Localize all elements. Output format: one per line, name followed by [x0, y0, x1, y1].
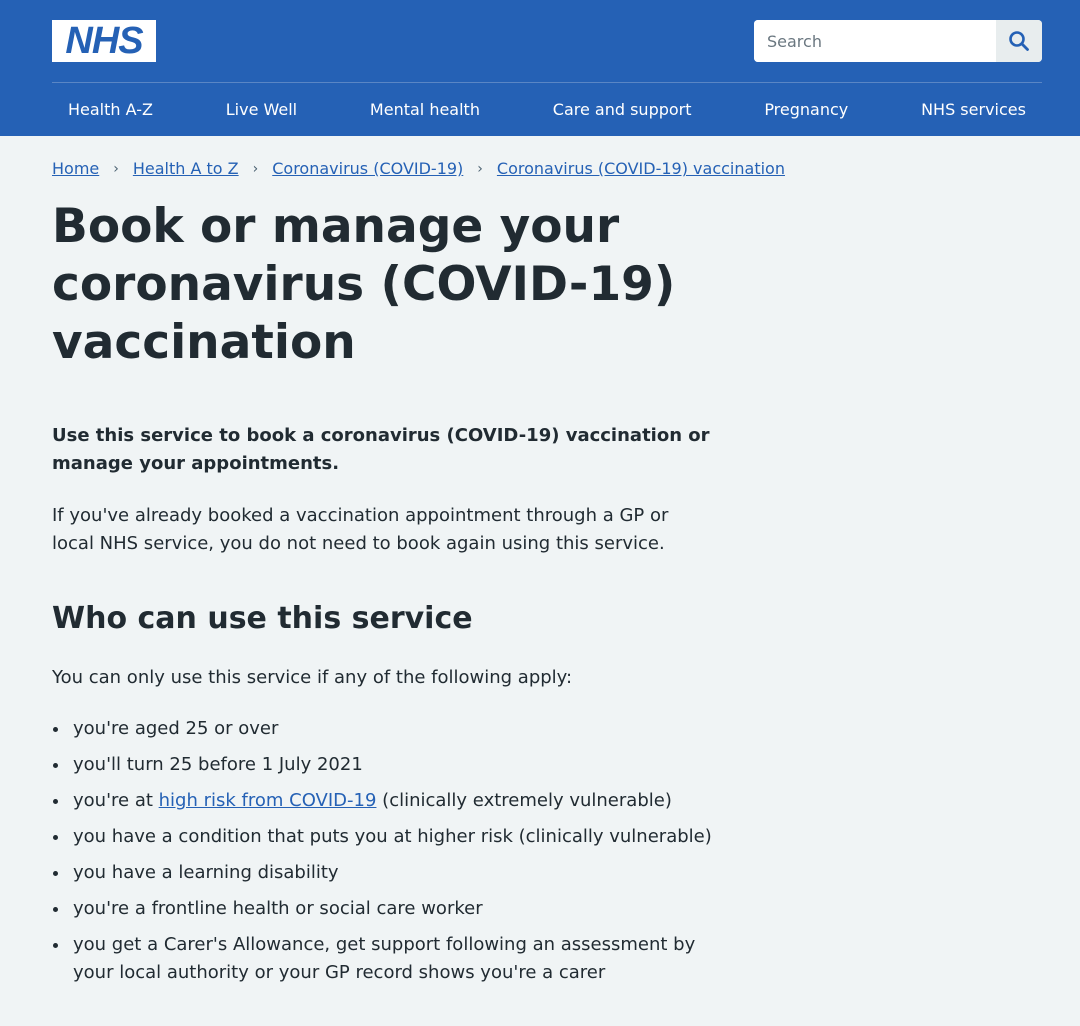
- list-item: you'll turn 25 before 1 July 2021: [52, 751, 712, 779]
- list-item: you have a learning disability: [52, 859, 712, 887]
- breadcrumb-coronavirus[interactable]: Coronavirus (COVID-19): [272, 159, 464, 178]
- breadcrumb-coronavirus-vaccination[interactable]: Coronavirus (COVID-19) vaccination: [496, 159, 785, 178]
- nhs-logo-text: NHS: [65, 20, 143, 62]
- breadcrumb-home[interactable]: Home: [52, 159, 100, 178]
- list-item: you're aged 25 or over: [52, 715, 712, 743]
- search-icon: [1008, 30, 1030, 52]
- main-nav: [52, 83, 1042, 136]
- list-item: you have a condition that puts you at higher risk (clinically vulnerable): [52, 823, 712, 851]
- breadcrumb: [52, 159, 785, 178]
- nav-item-mental-health[interactable]: Mental health: [369, 100, 480, 119]
- breadcrumb-health-a-to-z[interactable]: Health A to Z: [132, 159, 239, 178]
- chevron-right-icon: ›: [252, 160, 259, 177]
- nav-item-care-and-support[interactable]: Care and support: [552, 100, 692, 119]
- search-form: [754, 20, 1042, 62]
- search-input[interactable]: [754, 20, 996, 62]
- nav-item-nhs-services[interactable]: NHS services: [921, 100, 1026, 119]
- chevron-right-icon: ›: [113, 160, 119, 177]
- list-item: [52, 787, 712, 815]
- list-item: you're a frontline health or social care worker: [52, 895, 712, 923]
- site-header: [0, 0, 1080, 136]
- already-booked-paragraph: If you've already booked a vaccination appointment through a GP or local NHS service, you do not need to book again using this service.: [52, 505, 669, 554]
- chevron-right-icon: ›: [477, 160, 483, 177]
- section-heading: Who can use this service: [52, 601, 473, 636]
- list-item: you get a Carer's Allowance, get support following an assessment by your local authority or your GP record shows you're a carer: [52, 931, 712, 987]
- list-item-text: (clinically extremely vulnerable): [376, 790, 672, 811]
- nav-item-health-a-z[interactable]: Health A-Z: [68, 100, 153, 119]
- high-risk-link[interactable]: high risk from COVID-19: [158, 790, 377, 811]
- nav-item-pregnancy[interactable]: Pregnancy: [764, 100, 849, 119]
- nav-item-live-well[interactable]: Live Well: [225, 100, 298, 119]
- nhs-logo[interactable]: [52, 20, 156, 62]
- lede-paragraph: Use this service to book a coronavirus (COVID-19) vaccination or manage your appointments.: [52, 425, 710, 474]
- page-title: Book or manage your coronavirus (COVID-19) vaccination: [52, 199, 676, 370]
- list-item-text: you're at: [73, 790, 159, 811]
- eligibility-intro: You can only use this service if any of the following apply:: [52, 667, 573, 688]
- eligibility-list: [52, 715, 712, 995]
- search-button[interactable]: [996, 20, 1042, 62]
